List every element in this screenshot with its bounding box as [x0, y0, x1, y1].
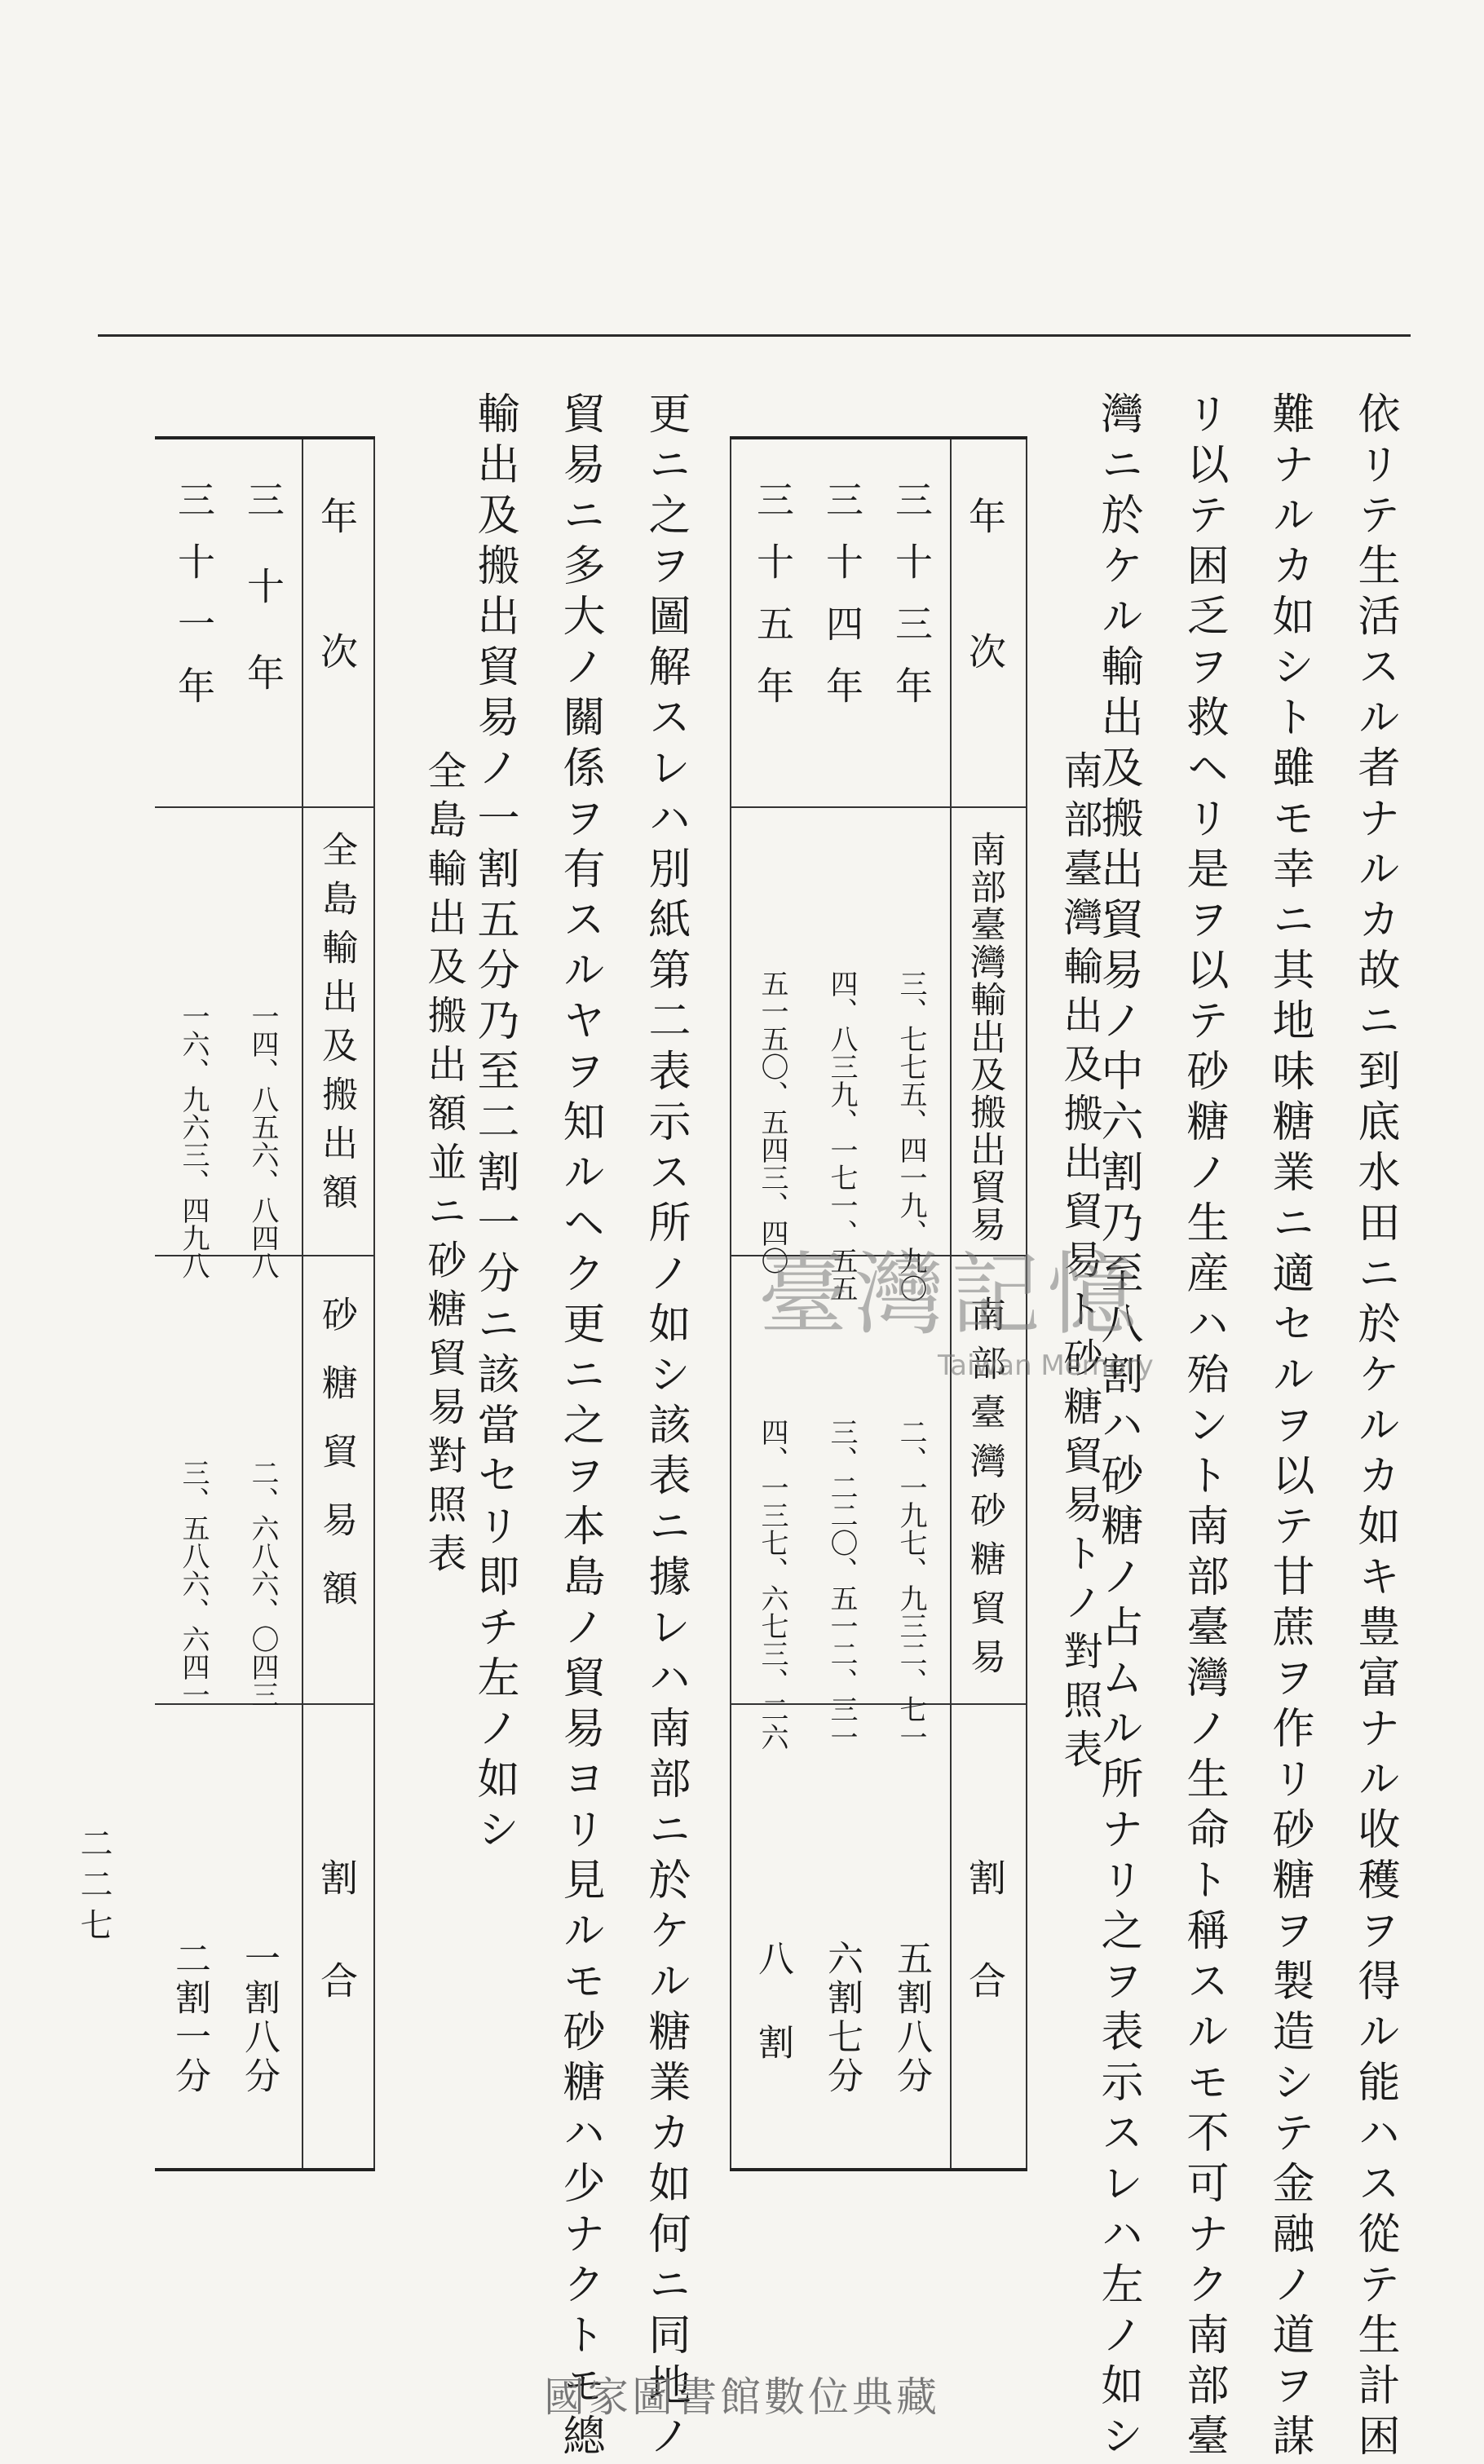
footer-credit: 國家圖書館數位典藏	[544, 2373, 940, 2421]
table1-header-ratio: 割合	[963, 1858, 1007, 2064]
table2-r1-trade: 一四、八五六、八四八	[246, 1002, 279, 1279]
table1-r1-ratio: 五割八分	[890, 1940, 932, 2096]
table1-r2-ratio: 六割七分	[821, 1940, 863, 2096]
para2-line-2: 貿易ニ多大ノ關係ヲ有スルヤヲ知ルヘク更ニ之ヲ本島ノ貿易ヨリ見ルモ砂糖ハ少ナクトモ總	[555, 391, 604, 2464]
para1-line-4: 灣ニ於ケル輸出及搬出貿易ノ中六割乃至八割ハ砂糖ノ占ムル所ナリ之ヲ表示スレハ左ノ如シ	[1093, 391, 1142, 2464]
para2-line-3: 輸出及搬出貿易ノ一割五分乃至二割一分ニ該當セリ即チ左ノ如シ	[470, 391, 519, 1857]
table1-r2-year: 三十四年	[820, 480, 864, 728]
table2-header-ratio: 割合	[315, 1858, 359, 2064]
table1-border-left	[730, 439, 731, 2168]
table1-r1-sugar: 二、一九七、九三二、七一	[894, 1418, 927, 1751]
table2	[155, 436, 375, 2171]
para2-line-1: 更ニ之ヲ圖解スレハ別紙第二表示ス所ノ如シ該表ニ據レハ南部ニ於ケル糖業カ如何ニ同地ノ	[641, 391, 690, 2464]
table2-header-sugar: 砂糖貿易額	[316, 1296, 357, 1638]
table1-caption: 南部臺灣輸出及搬出貿易ト砂糖貿易トノ對照表	[1057, 750, 1102, 1777]
table2-caption: 全島輸出及搬出額並ニ砂糖貿易對照表	[421, 750, 466, 1582]
table1-r3-year: 三十五年	[751, 480, 795, 728]
table2-r2-ratio: 二割一分	[169, 1940, 210, 2096]
para1-line-3: リ以テ困乏ヲ救ヘリ是ヲ以テ砂糖ノ生産ハ殆ント南部臺灣ノ生命ト稱スルモ不可ナク南部臺	[1179, 391, 1228, 2464]
table2-header-year: 年次	[315, 497, 359, 767]
top-rule	[98, 334, 1411, 337]
table1-r2-sugar: 三、二二〇、五一二、三一	[825, 1418, 858, 1751]
table1-r1-trade: 三、七七五、四一九、九〇	[894, 969, 927, 1302]
table1-r3-sugar: 四、一三七、六七三、二六	[756, 1418, 788, 1751]
table1-header-trade: 南部臺灣輸出及搬出貿易	[964, 831, 1005, 1243]
table1-row-divider-1	[730, 806, 1027, 808]
table1-r3-trade: 五一五〇、五四三、四〇	[756, 969, 788, 1274]
table2-header-divider	[302, 439, 303, 2168]
table1-header-year: 年次	[963, 497, 1007, 767]
table2-r1-year: 三十年	[241, 480, 285, 740]
table2-r1-sugar: 二、六八六、〇四三	[246, 1459, 279, 1708]
para1-line-1: 依リテ生活スル者ナルカ故ニ到底水田ニ於ケルカ如キ豊富ナル收穫ヲ得ル能ハス從テ生計困	[1350, 391, 1399, 2464]
table1-r3-ratio: 八 割	[752, 1940, 793, 2063]
table2-row-divider-1	[155, 806, 375, 808]
table1-r1-year: 三十三年	[890, 480, 934, 728]
table2-r1-ratio: 一割八分	[238, 1940, 280, 2096]
table2-r2-sugar: 三、五八六、六四一	[177, 1459, 210, 1708]
page-number: 二二七	[75, 1826, 113, 1949]
watermark-subtitle: Taiwan Memory	[938, 1349, 1154, 1382]
table1-header-sugar: 南部臺灣砂糖貿易	[964, 1296, 1005, 1687]
para1-line-2: 難ナルカ如シト雖モ幸ニ其地味糖業ニ適セルヲ以テ甘蔗ヲ作リ砂糖ヲ製造シテ金融ノ道ヲ謀	[1265, 391, 1314, 2464]
table2-header-trade: 全島輸出及搬出額	[316, 831, 357, 1222]
table1-r2-trade: 四、八三九、一七一、五五	[825, 969, 858, 1302]
watermark-logo: 臺灣記憶	[758, 1243, 1143, 1347]
table2-r2-year: 三十一年	[172, 480, 216, 728]
table2-r2-trade: 一六、九六三、四九八	[177, 1002, 210, 1279]
table2-border-right	[373, 439, 375, 2168]
